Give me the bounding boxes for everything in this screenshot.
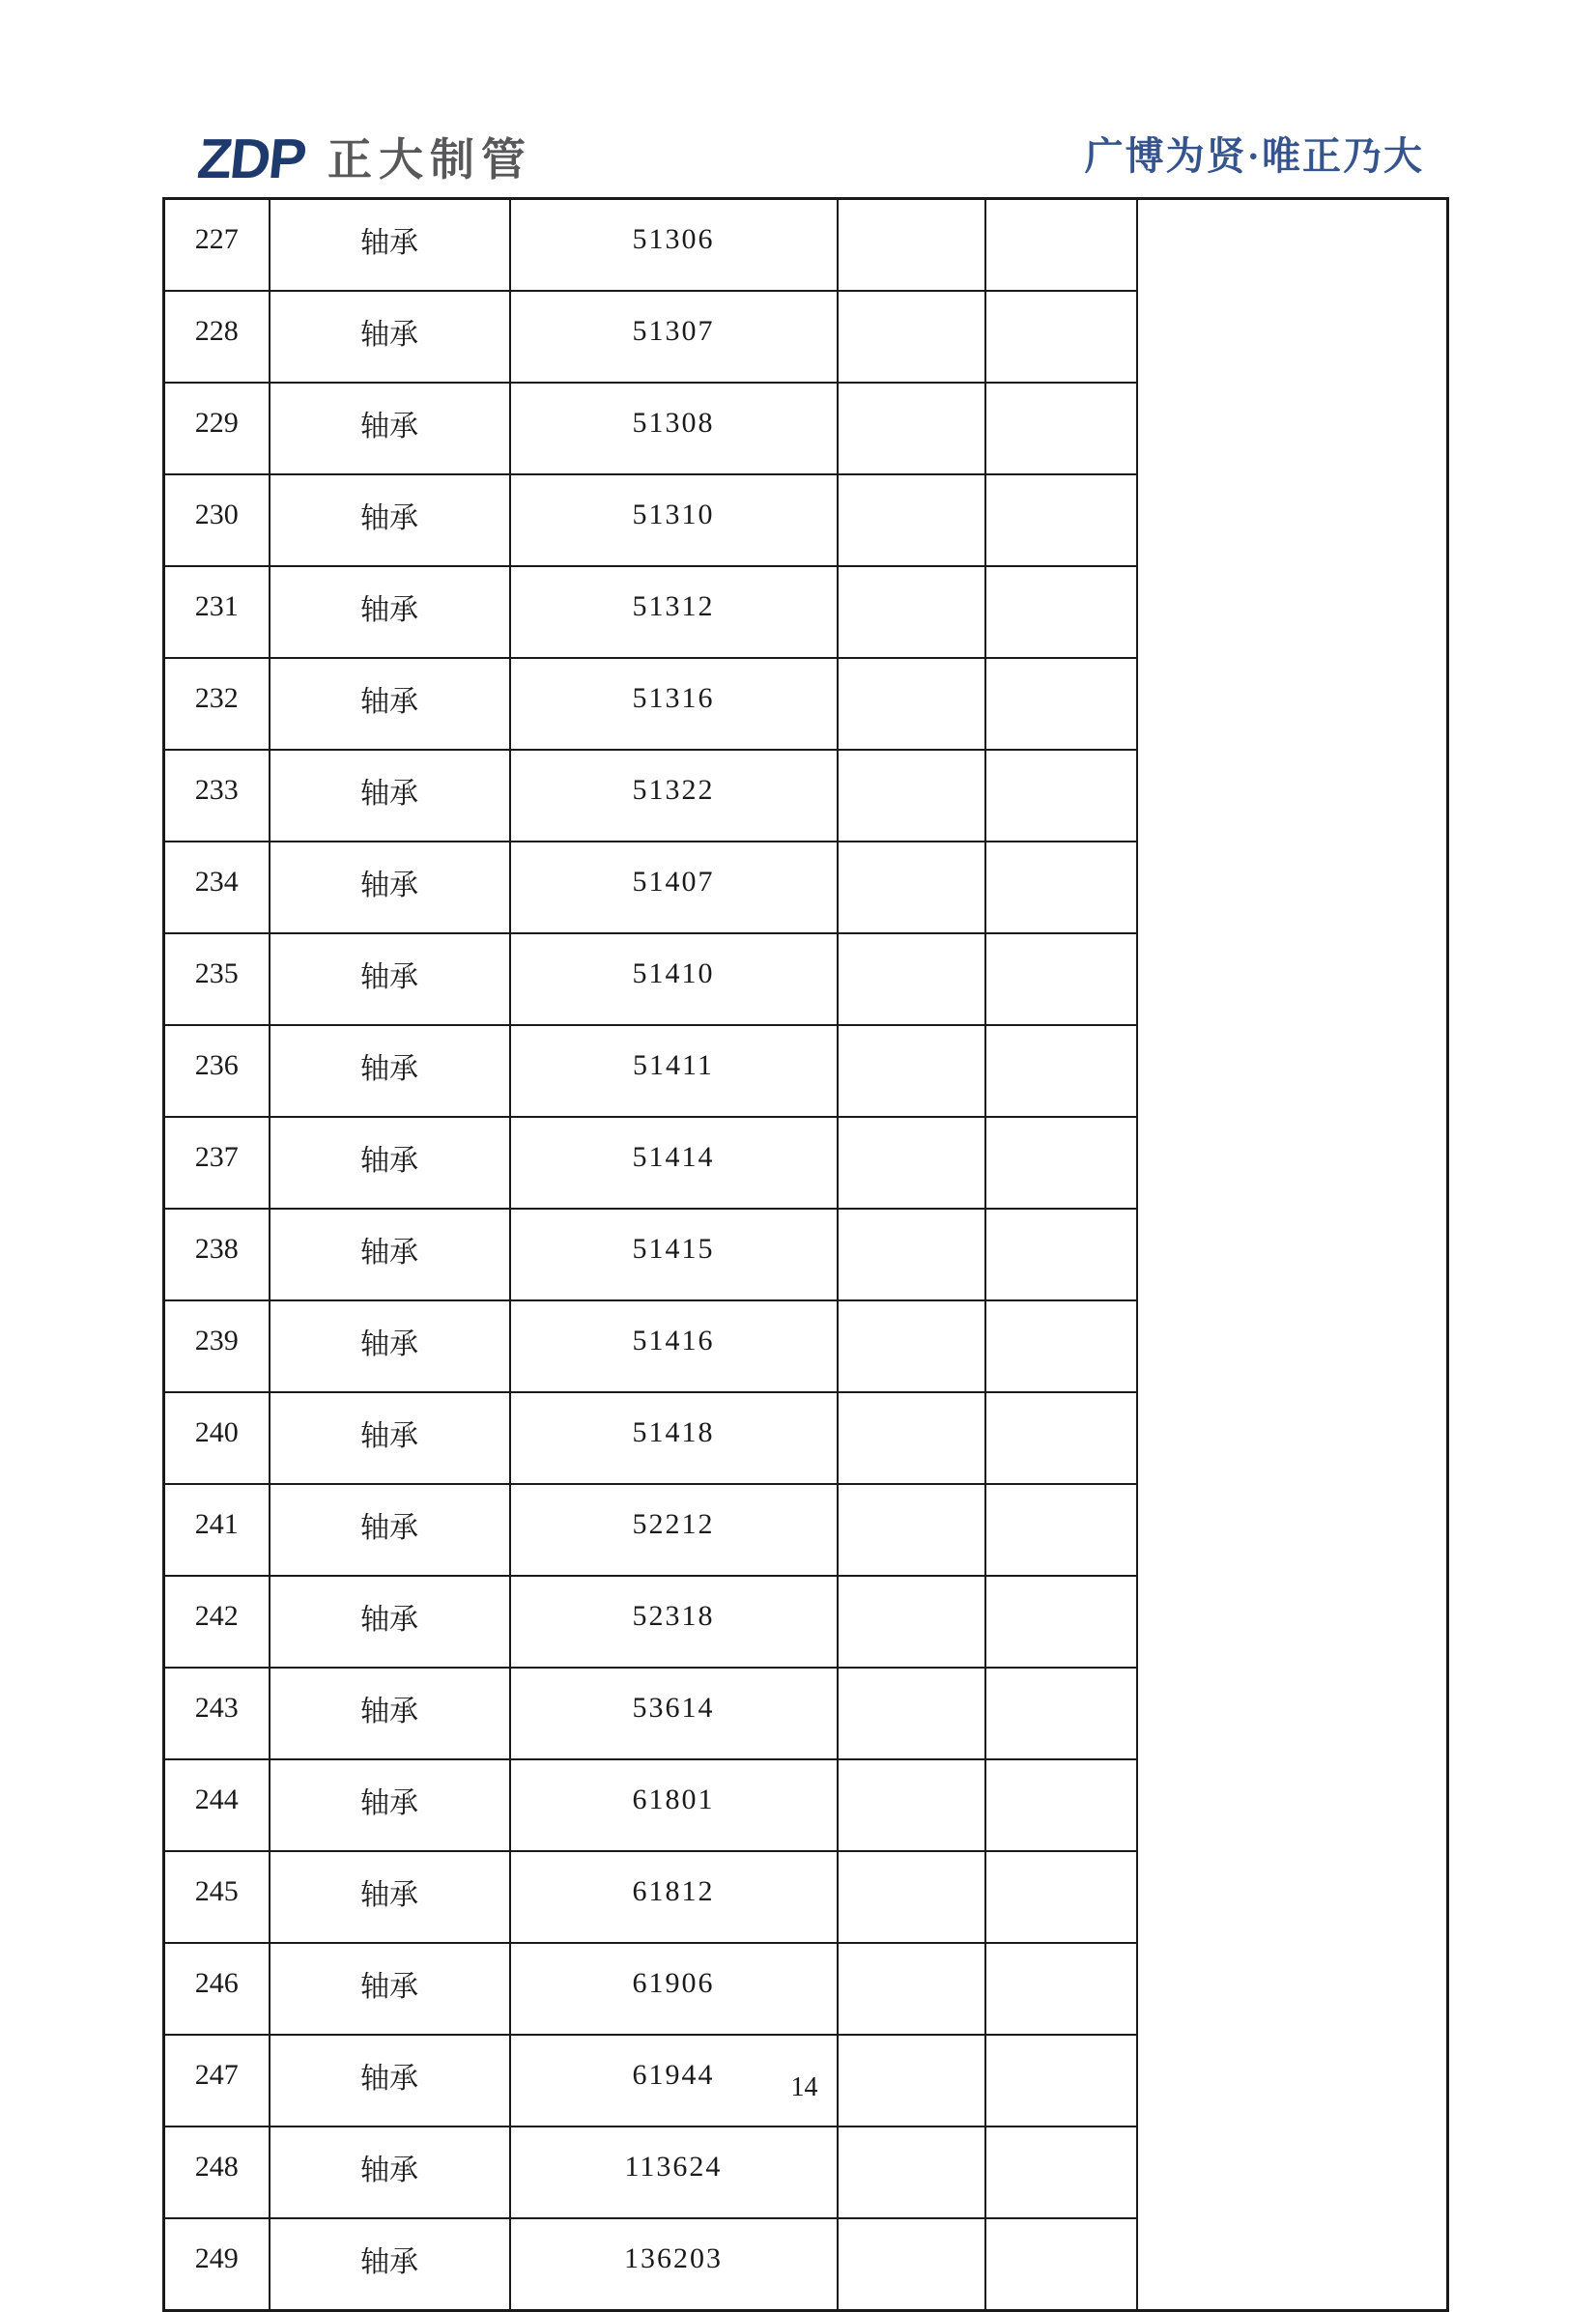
empty-cell-1 (838, 842, 985, 933)
row-number-cell: 230 (164, 474, 270, 566)
empty-cell-1 (838, 1392, 985, 1484)
row-number-cell: 242 (164, 1576, 270, 1668)
empty-cell-1 (838, 933, 985, 1025)
empty-cell-2 (985, 1392, 1137, 1484)
empty-cell-2 (985, 2218, 1137, 2311)
part-name-cell: 轴承 (270, 2035, 510, 2126)
empty-cell-1 (838, 2126, 985, 2218)
row-number-cell: 243 (164, 1668, 270, 1759)
empty-cell-2 (985, 1576, 1137, 1668)
empty-cell-1 (838, 2218, 985, 2311)
logo-company-name: 正大制管 (328, 134, 532, 185)
part-model-cell: 51410 (510, 933, 838, 1025)
part-name-cell: 轴承 (270, 1851, 510, 1943)
part-name-cell: 轴承 (270, 2126, 510, 2218)
row-number-cell: 227 (164, 199, 270, 292)
empty-cell-2 (985, 474, 1137, 566)
part-model-cell: 51407 (510, 842, 838, 933)
row-number-cell: 246 (164, 1943, 270, 2035)
empty-cell-2 (985, 1668, 1137, 1759)
part-name-cell: 轴承 (270, 566, 510, 658)
part-model-cell: 52318 (510, 1576, 838, 1668)
part-model-cell: 61944 (510, 2035, 838, 2126)
part-model-cell: 53614 (510, 1668, 838, 1759)
part-name-cell: 轴承 (270, 1392, 510, 1484)
empty-cell-2 (985, 1117, 1137, 1209)
part-name-cell: 轴承 (270, 1668, 510, 1759)
part-name-cell: 轴承 (270, 383, 510, 474)
part-name-cell: 轴承 (270, 1943, 510, 2035)
part-name-cell: 轴承 (270, 842, 510, 933)
empty-cell-2 (985, 1851, 1137, 1943)
empty-cell-1 (838, 383, 985, 474)
part-model-cell: 113624 (510, 2126, 838, 2218)
header-slogan: 广博为贤·唯正乃大 (1084, 134, 1424, 178)
part-model-cell: 51414 (510, 1117, 838, 1209)
row-number-cell: 229 (164, 383, 270, 474)
part-model-cell: 51316 (510, 658, 838, 750)
empty-cell-1 (838, 291, 985, 383)
empty-cell-2 (985, 1025, 1137, 1117)
empty-cell-2 (985, 199, 1137, 292)
part-name-cell: 轴承 (270, 1025, 510, 1117)
empty-cell-2 (985, 2126, 1137, 2218)
row-number-cell: 241 (164, 1484, 270, 1576)
empty-cell-2 (985, 1759, 1137, 1851)
row-number-cell: 236 (164, 1025, 270, 1117)
empty-cell-1 (838, 1851, 985, 1943)
empty-cell-2 (985, 383, 1137, 474)
part-name-cell: 轴承 (270, 1209, 510, 1300)
table-body (164, 199, 1448, 2311)
row-number-cell: 249 (164, 2218, 270, 2311)
part-model-cell: 51322 (510, 750, 838, 842)
part-name-cell: 轴承 (270, 1300, 510, 1392)
table-row (164, 199, 1448, 292)
empty-cell-1 (838, 566, 985, 658)
row-number-cell: 233 (164, 750, 270, 842)
empty-cell-1 (838, 199, 985, 292)
empty-cell-2 (985, 1300, 1137, 1392)
empty-cell-1 (838, 474, 985, 566)
row-number-cell: 231 (164, 566, 270, 658)
empty-cell-1 (838, 1668, 985, 1759)
row-number-cell: 245 (164, 1851, 270, 1943)
logo-zdp-mark: ZDP (194, 128, 308, 190)
row-number-cell: 248 (164, 2126, 270, 2218)
empty-cell-2 (985, 933, 1137, 1025)
company-logo (194, 128, 532, 190)
empty-cell-2 (985, 566, 1137, 658)
parts-table (162, 197, 1449, 2312)
empty-cell-2 (985, 658, 1137, 750)
empty-cell-2 (985, 1484, 1137, 1576)
row-number-cell: 240 (164, 1392, 270, 1484)
empty-cell-1 (838, 1117, 985, 1209)
part-name-cell: 轴承 (270, 750, 510, 842)
part-model-cell: 52212 (510, 1484, 838, 1576)
empty-cell-2 (985, 750, 1137, 842)
row-number-cell: 238 (164, 1209, 270, 1300)
empty-cell-2 (985, 1943, 1137, 2035)
empty-cell-1 (838, 1025, 985, 1117)
row-number-cell: 228 (164, 291, 270, 383)
part-name-cell: 轴承 (270, 1117, 510, 1209)
part-name-cell: 轴承 (270, 199, 510, 292)
empty-cell-2 (985, 1209, 1137, 1300)
part-model-cell: 51310 (510, 474, 838, 566)
page-number: 14 (790, 2072, 818, 2102)
empty-cell-1 (838, 1576, 985, 1668)
part-model-cell: 61906 (510, 1943, 838, 2035)
empty-cell-1 (838, 1300, 985, 1392)
part-name-cell: 轴承 (270, 2218, 510, 2311)
empty-cell-1 (838, 1759, 985, 1851)
empty-cell-2 (985, 291, 1137, 383)
part-model-cell: 51312 (510, 566, 838, 658)
empty-cell-1 (838, 1943, 985, 2035)
row-number-cell: 244 (164, 1759, 270, 1851)
row-number-cell: 232 (164, 658, 270, 750)
part-name-cell: 轴承 (270, 1759, 510, 1851)
part-model-cell: 51416 (510, 1300, 838, 1392)
part-name-cell: 轴承 (270, 474, 510, 566)
empty-cell-2 (985, 842, 1137, 933)
part-name-cell: 轴承 (270, 933, 510, 1025)
row-number-cell: 235 (164, 933, 270, 1025)
part-model-cell: 61812 (510, 1851, 838, 1943)
row-number-cell: 247 (164, 2035, 270, 2126)
empty-cell-1 (838, 1484, 985, 1576)
part-model-cell: 51306 (510, 199, 838, 292)
row-number-cell: 234 (164, 842, 270, 933)
empty-cell-1 (838, 1209, 985, 1300)
part-model-cell: 51411 (510, 1025, 838, 1117)
part-name-cell: 轴承 (270, 291, 510, 383)
empty-cell-1 (838, 658, 985, 750)
part-model-cell: 51307 (510, 291, 838, 383)
part-model-cell: 136203 (510, 2218, 838, 2311)
part-name-cell: 轴承 (270, 1484, 510, 1576)
part-name-cell: 轴承 (270, 1576, 510, 1668)
part-model-cell: 51418 (510, 1392, 838, 1484)
row-number-cell: 237 (164, 1117, 270, 1209)
row-number-cell: 239 (164, 1300, 270, 1392)
part-model-cell: 51415 (510, 1209, 838, 1300)
part-name-cell: 轴承 (270, 658, 510, 750)
part-model-cell: 61801 (510, 1759, 838, 1851)
empty-cell-1 (838, 750, 985, 842)
notes-merged-cell (1137, 199, 1448, 2311)
part-model-cell: 51308 (510, 383, 838, 474)
